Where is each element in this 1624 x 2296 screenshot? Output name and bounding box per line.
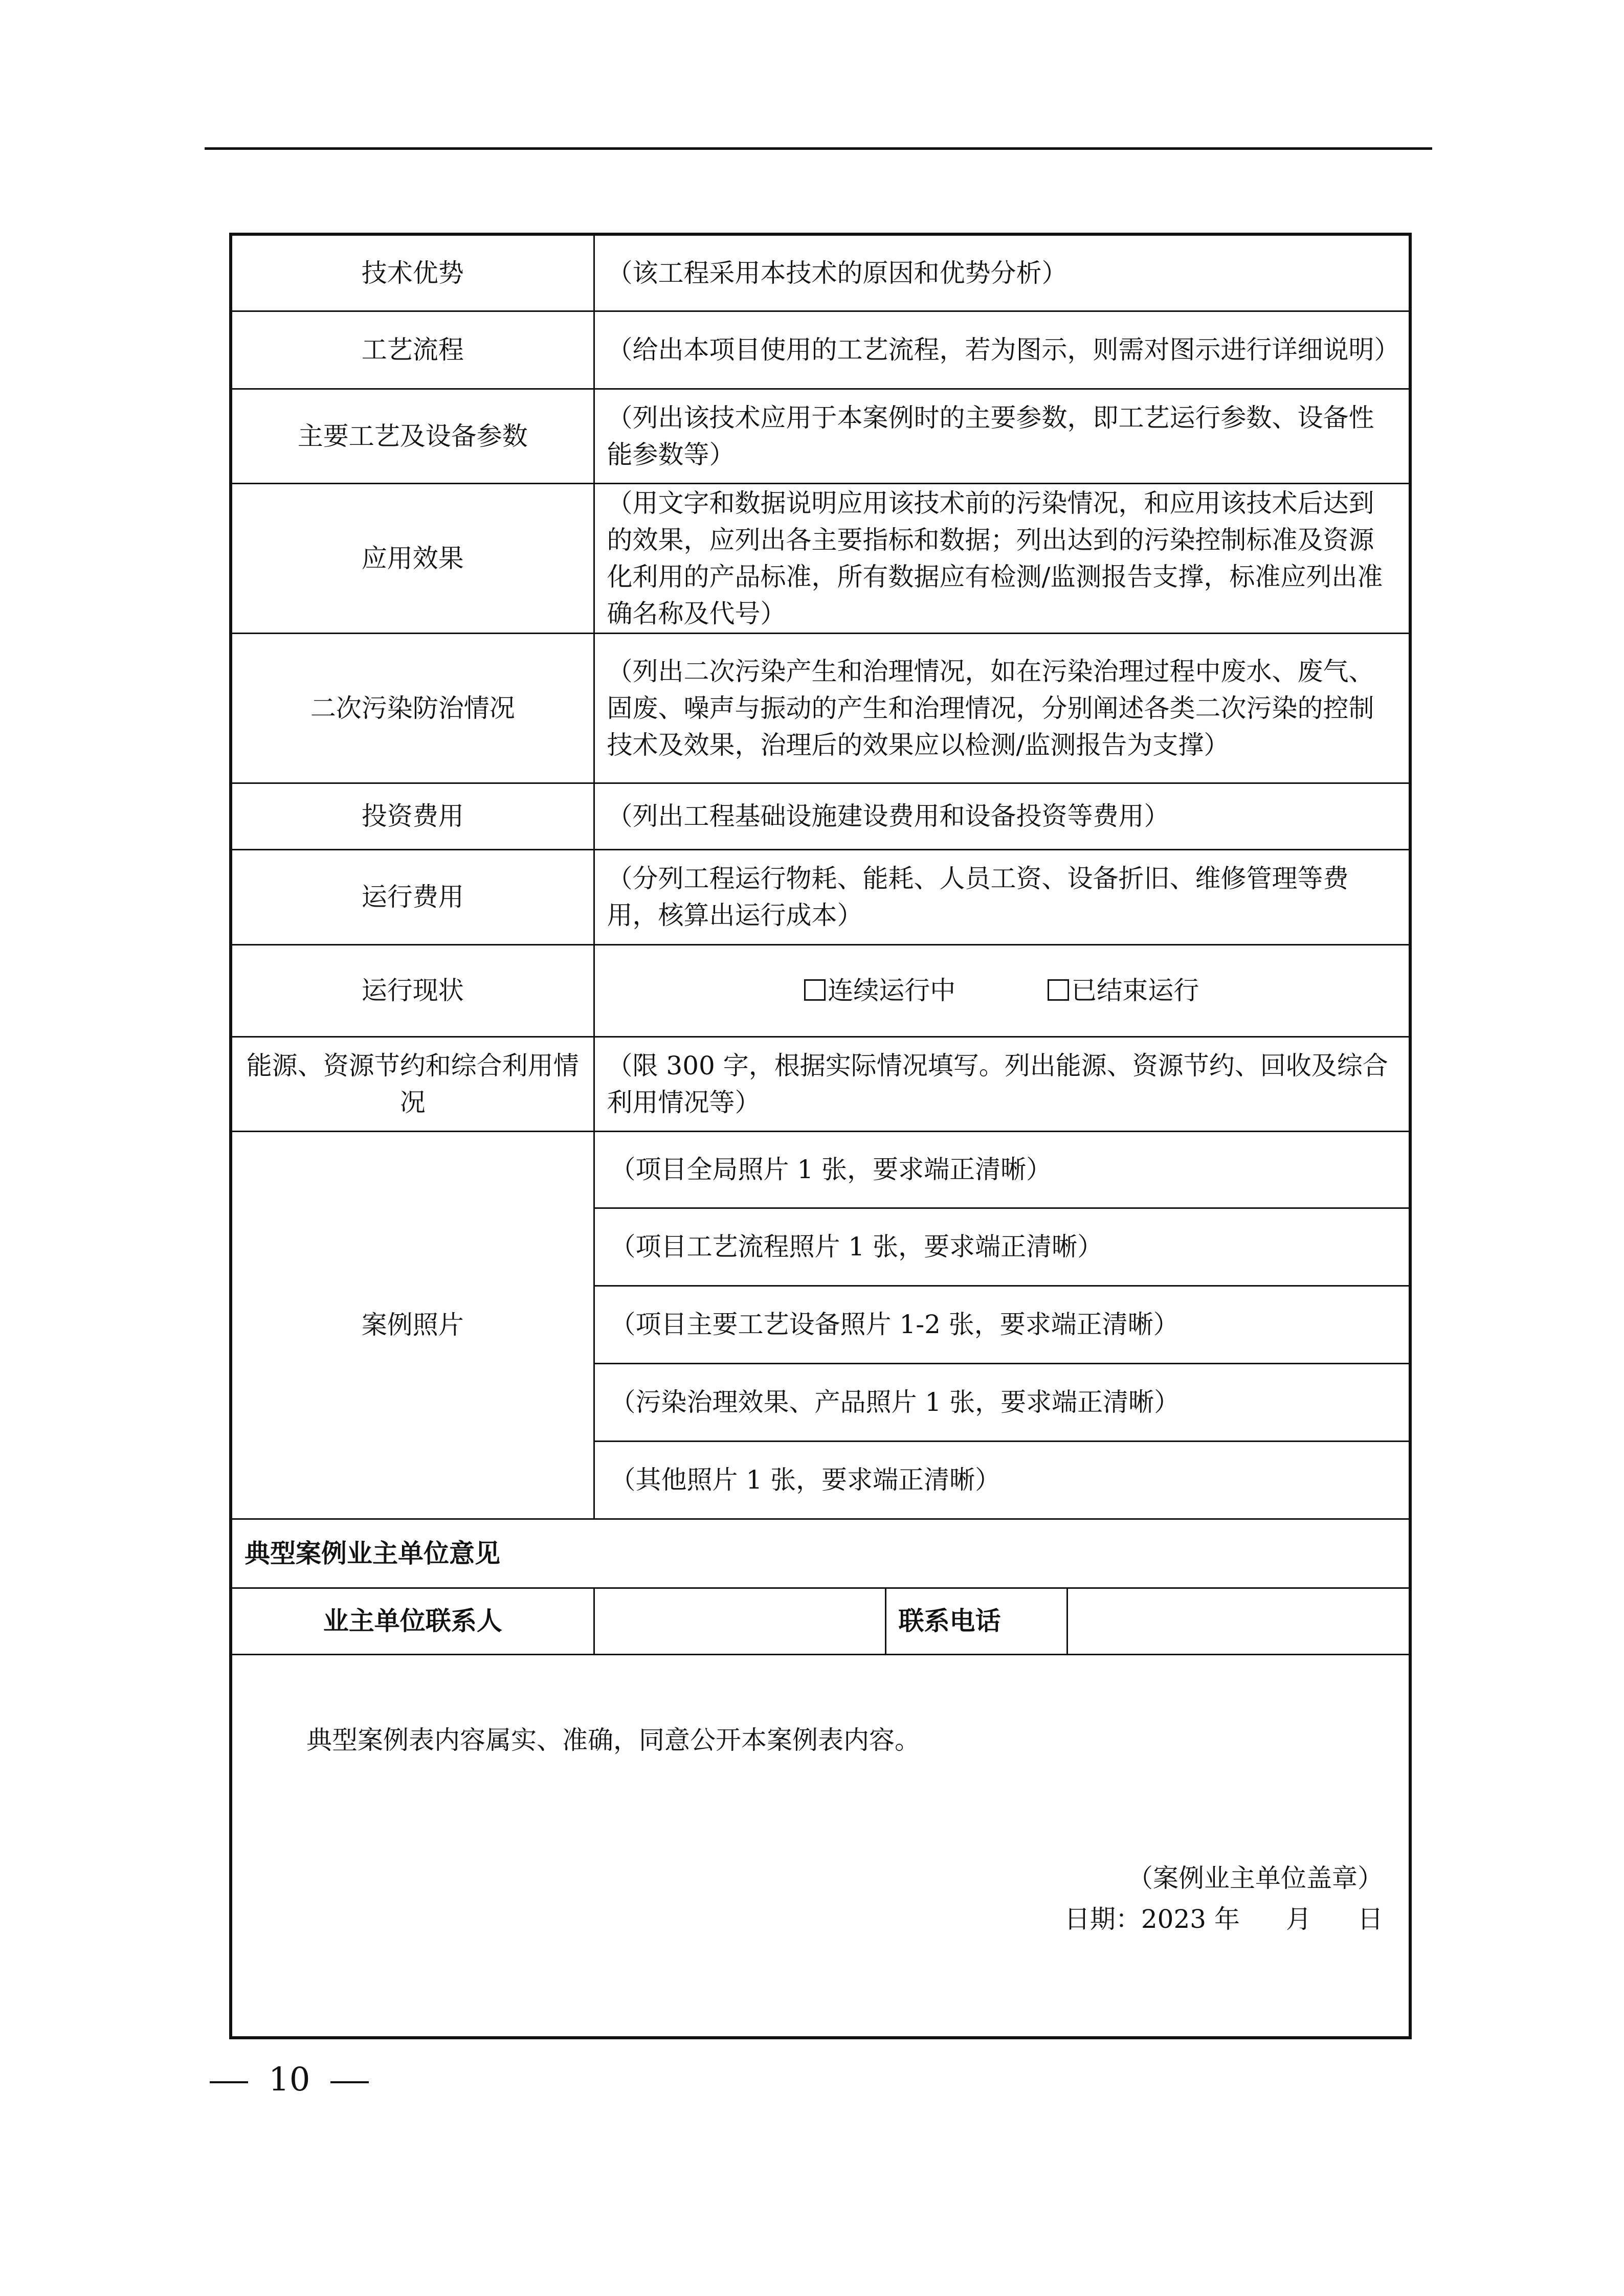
row-label: 运行现状 [231,944,594,1037]
owner-seal-label: （案例业主单位盖章） [1127,1863,1383,1893]
status-option-running[interactable]: 连续运行中 [804,972,955,1009]
row-label: 二次污染防治情况 [231,633,594,783]
row-content[interactable]: （限 300 字，根据实际情况填写。列出能源、资源节约、回收及综合利用情况等） [594,1037,1410,1131]
photo-slot[interactable]: （项目工艺流程照片 1 张，要求端正清晰） [594,1208,1410,1286]
photo-slot[interactable]: （项目全局照片 1 张，要求端正清晰） [594,1131,1410,1208]
row-operating-status [231,944,1410,1037]
contact-phone-field[interactable] [1067,1588,1410,1654]
owner-signature-row [231,1654,1410,2038]
case-form-table [229,233,1412,2039]
owner-date: 日期：2023 年 月 日 [1064,1904,1383,1934]
row-process-params [231,389,1410,483]
row-process-flow [231,311,1410,389]
checkbox-icon[interactable] [804,979,826,1001]
row-investment-cost [231,783,1410,849]
row-secondary-pollution [231,633,1410,783]
row-label: 运行费用 [231,849,594,944]
owner-contact-row [231,1588,1410,1654]
owner-signature-cell [231,1654,1410,2038]
owner-opinion-heading: 典型案例业主单位意见 [231,1519,1410,1588]
photo-slot[interactable]: （其他照片 1 张，要求端正清晰） [594,1441,1410,1519]
row-label: 工艺流程 [231,311,594,389]
row-label: 能源、资源节约和综合利用情况 [231,1037,594,1131]
row-label: 应用效果 [231,483,594,633]
owner-opinion-heading-row [231,1519,1410,1588]
page-number-dash [210,2081,248,2083]
row-content[interactable]: （给出本项目使用的工艺流程，若为图示，则需对图示进行详细说明） [594,311,1410,389]
row-tech-advantage [231,234,1410,311]
status-option-ended[interactable]: 已结束运行 [1048,972,1199,1009]
row-label: 案例照片 [231,1131,594,1519]
row-application-effect [231,483,1410,633]
checkbox-icon[interactable] [1048,979,1069,1001]
row-label: 投资费用 [231,783,594,849]
row-label: 主要工艺及设备参数 [231,389,594,483]
page-number: 10 [210,2061,369,2099]
row-energy-saving [231,1037,1410,1131]
row-content[interactable]: （分列工程运行物耗、能耗、人员工资、设备折旧、维修管理等费用，核算出运行成本） [594,849,1410,944]
contact-phone-label: 联系电话 [885,1588,1067,1654]
header-rule [205,147,1432,150]
row-content[interactable]: （用文字和数据说明应用该技术前的污染情况，和应用该技术后达到的效果，应列出各主要指标和数据；列出达到的污染控制标准及资源化利用的产品标准，所有数据应有检测/监测报告支撑，标准应列出准确名称及代号） [594,483,1410,633]
row-label: 技术优势 [231,234,594,311]
row-operating-cost [231,849,1410,944]
row-content[interactable]: （列出该技术应用于本案例时的主要参数，即工艺运行参数、设备性能参数等） [594,389,1410,483]
contact-person-label: 业主单位联系人 [231,1588,594,1654]
page-number-dash [330,2081,369,2083]
photo-slot[interactable]: （污染治理效果、产品照片 1 张，要求端正清晰） [594,1363,1410,1441]
photo-slot[interactable]: （项目主要工艺设备照片 1-2 张，要求端正清晰） [594,1286,1410,1363]
row-content[interactable]: （列出工程基础设施建设费用和设备投资等费用） [594,783,1410,849]
status-options [594,944,1410,1037]
contact-person-field[interactable] [594,1588,885,1654]
row-content[interactable]: （该工程采用本技术的原因和优势分析） [594,234,1410,311]
owner-statement: 典型案例表内容属实、准确，同意公开本案例表内容。 [306,1725,920,1755]
row-content[interactable]: （列出二次污染产生和治理情况，如在污染治理过程中废水、废气、固废、噪声与振动的产生和治理情况，分别阐述各类二次污染的控制技术及效果，治理后的效果应以检测/监测报告为支撑） [594,633,1410,783]
photo-row [231,1131,1410,1208]
